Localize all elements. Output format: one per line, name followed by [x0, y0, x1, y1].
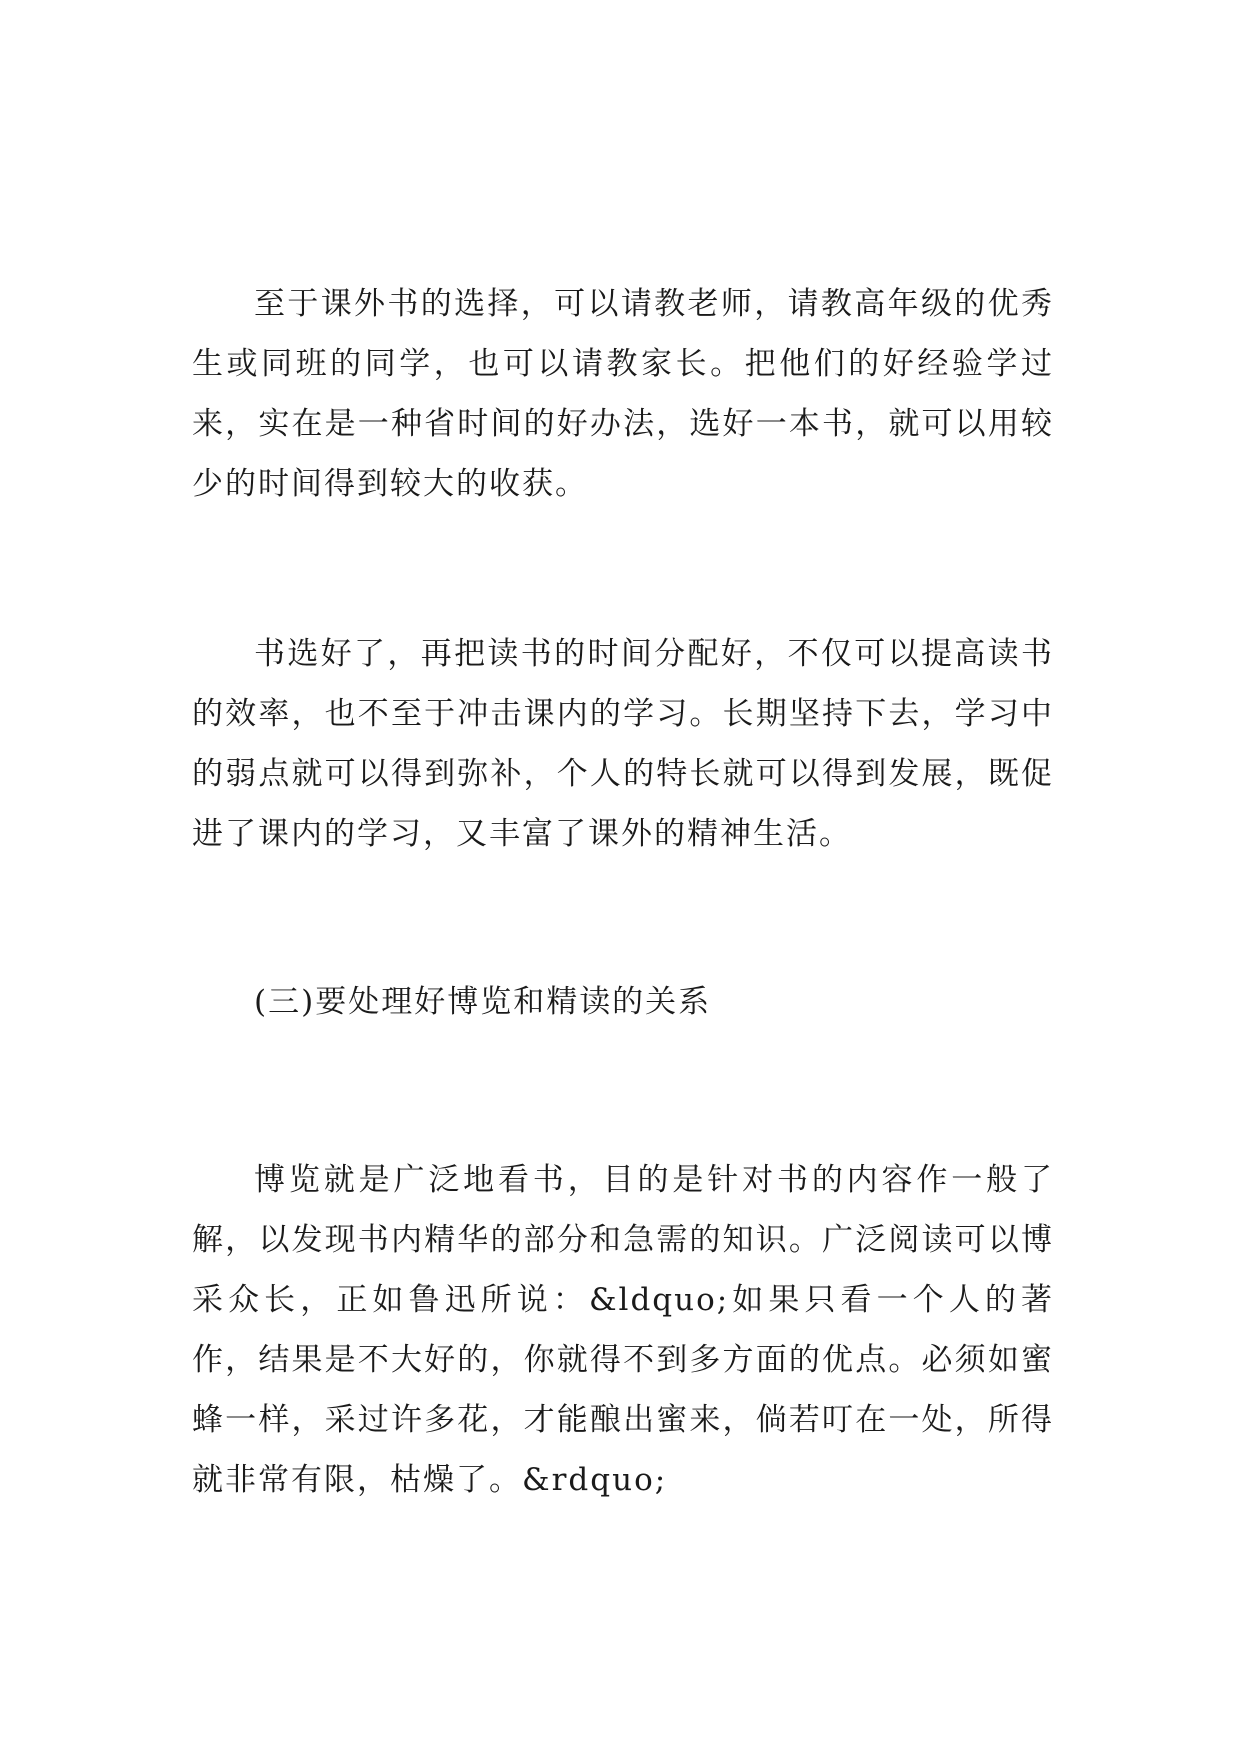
section-heading: (三)要处理好博览和精读的关系 [254, 984, 712, 1020]
paragraph-reading-time: 书选好了，再把读书的时间分配好，不仅可以提高读书的效率，也不至于冲击课内的学习。长期坚持下去，学习中的弱点就可以得到弥补，个人的特长就可以得到发展，既促进了课内的学习，又丰富了课外的精神生活。 [192, 636, 1054, 852]
paragraph-broad-reading: 博览就是广泛地看书，目的是针对书的内容作一般了解，以发现书内精华的部分和急需的知识。广泛阅读可以博采众长，正如鲁迅所说：&ldquo;如果只看一个人的著作，结果是不大好的，你就得不到多方面的优点。必须如蜜蜂一样，采过许多花，才能酿出蜜来，倘若叮在一处，所得就非常有限，枯燥了。&rdquo; [192, 1162, 1054, 1498]
paragraph-book-selection: 至于课外书的选择，可以请教老师，请教高年级的优秀生或同班的同学，也可以请教家长。把他们的好经验学过来，实在是一种省时间的好办法，选好一本书，就可以用较少的时间得到较大的收获。 [192, 286, 1054, 502]
